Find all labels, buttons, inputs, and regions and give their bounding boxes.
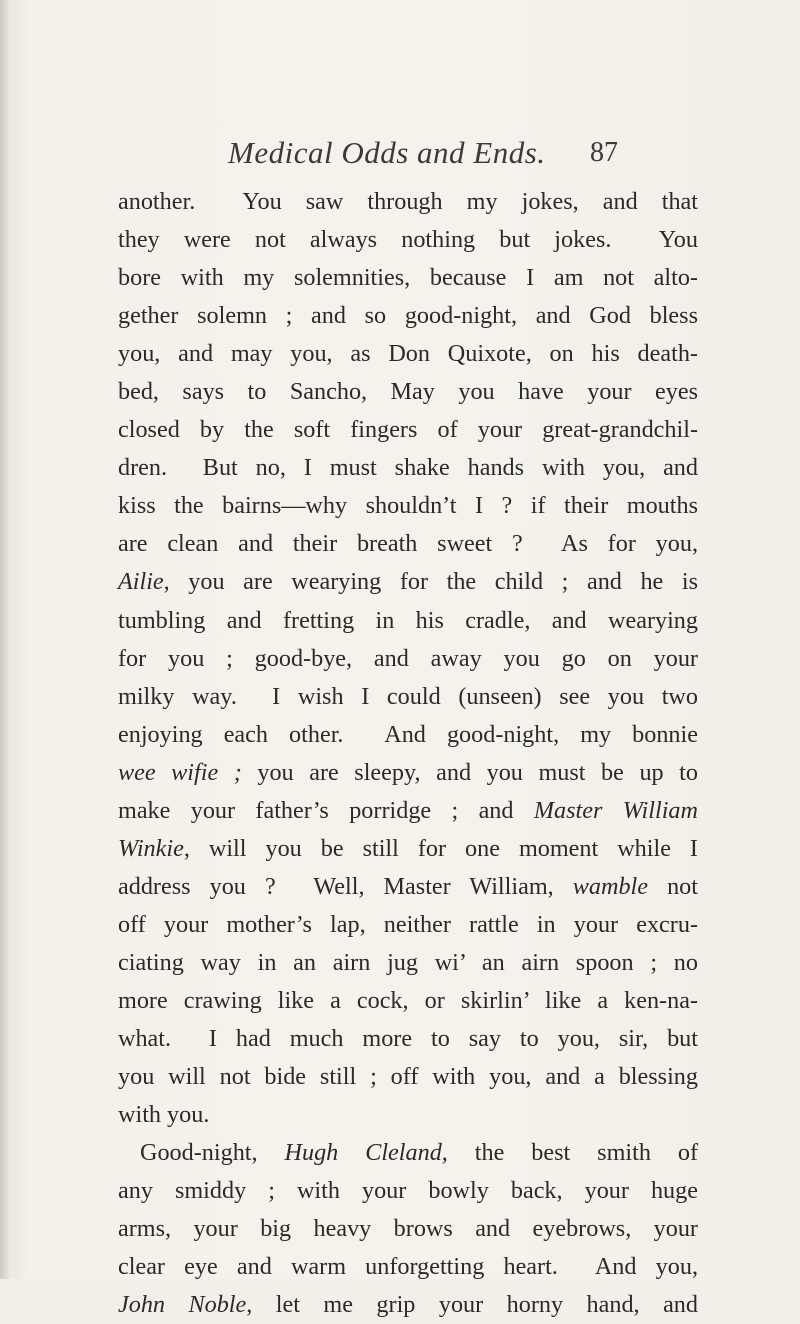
text-line <box>118 906 698 944</box>
text-line <box>118 259 698 297</box>
text-line <box>118 982 698 1020</box>
text-run: another. You saw through my jokes, and that <box>118 188 698 215</box>
text-line <box>118 640 698 678</box>
text-run: off your mother’s lap, neither rattle in your excru- <box>118 910 698 938</box>
text-run: Good-night, <box>140 1139 285 1167</box>
text-run: make your father’s porridge ; and <box>118 796 534 824</box>
italic-text: Ailie <box>118 568 164 596</box>
text-line <box>118 335 698 373</box>
text-line <box>118 1134 698 1172</box>
text-run: what. I had much more to say to you, sir, but <box>118 1025 698 1053</box>
text-line <box>118 1248 698 1286</box>
page-header <box>0 135 800 175</box>
text-run: , will you be still for one moment while I <box>183 834 698 862</box>
text-line <box>118 525 698 563</box>
text-run: bed, says to Sancho, May you have your eyes <box>118 378 698 406</box>
text-run: , the best smith of <box>441 1139 699 1167</box>
text-run: closed by the soft fingers of your great-grandchil- <box>118 416 698 444</box>
italic-text: wamble <box>572 872 648 900</box>
text-run: you are sleepy, and you must be up to <box>241 758 698 786</box>
text-line <box>118 716 698 754</box>
text-line <box>118 868 698 906</box>
page-number: 87 <box>590 137 618 168</box>
text-line <box>118 830 698 868</box>
text-run: gether solemn ; and so good-night, and God bless <box>118 302 698 330</box>
text-line <box>118 602 698 640</box>
text-run: bore with my solemnities, because I am not alto- <box>118 264 698 292</box>
text-run: for you ; good-bye, and away you go on your <box>118 644 698 672</box>
text-run: arms, your big heavy brows and eyebrows, your <box>118 1215 698 1243</box>
text-line <box>118 944 698 982</box>
text-line <box>118 563 698 601</box>
text-line <box>118 221 698 259</box>
text-run: with you. <box>118 1101 210 1129</box>
text-line <box>118 1096 698 1134</box>
text-run: you, and may you, as Don Quixote, on his death- <box>118 340 698 368</box>
text-run: are clean and their breath sweet ? As for you, <box>118 530 698 558</box>
italic-text: John Noble <box>118 1291 247 1319</box>
text-line <box>118 1210 698 1248</box>
text-line <box>118 183 698 221</box>
text-run: tumbling and fretting in his cradle, and wearying <box>118 606 698 634</box>
text-run: dren. But no, I must shake hands with you, and <box>118 454 698 482</box>
text-line <box>118 449 698 487</box>
text-line <box>118 297 698 335</box>
text-line <box>118 1020 698 1058</box>
text-line <box>118 754 698 792</box>
text-run: more crawing like a cock, or skirlin’ like a ken-na- <box>118 986 698 1014</box>
italic-text: wee wifie ; <box>118 758 242 786</box>
text-run: milky way. I wish I could (unseen) see you two <box>118 682 698 710</box>
text-run: any smiddy ; with your bowly back, your huge <box>118 1177 698 1205</box>
text-line <box>118 678 698 716</box>
text-run: clear eye and warm unforgetting heart. And you, <box>118 1253 698 1281</box>
text-run: you will not bide still ; off with you, and a blessing <box>118 1063 698 1091</box>
italic-text: Winkie <box>118 834 184 862</box>
text-line <box>118 1058 698 1096</box>
text-run: enjoying each other. And good-night, my bonnie <box>118 720 698 748</box>
text-run: , let me grip your horny hand, and <box>246 1291 698 1319</box>
text-run: kiss the bairns—why shouldn’t I ? if their mouths <box>118 492 698 520</box>
text-line <box>118 1286 698 1324</box>
text-run: ciating way in an airn jug wi’ an airn spoon ; no <box>118 948 698 976</box>
text-line <box>118 411 698 449</box>
text-run: not <box>648 872 698 900</box>
italic-text: Master William <box>533 796 698 824</box>
text-line <box>118 1172 698 1210</box>
italic-text: Hugh Cleland <box>284 1139 442 1167</box>
text-run: address you ? Well, Master William, <box>118 872 573 900</box>
text-run: they were not always nothing but jokes. You <box>118 226 698 254</box>
body-text <box>118 183 698 1324</box>
page-gutter-shadow <box>0 0 10 1279</box>
text-line <box>118 792 698 830</box>
text-line <box>118 487 698 525</box>
running-title: Medical Odds and Ends. <box>228 135 546 170</box>
text-run: , you are wearying for the child ; and he is <box>163 568 698 596</box>
text-line <box>118 373 698 411</box>
